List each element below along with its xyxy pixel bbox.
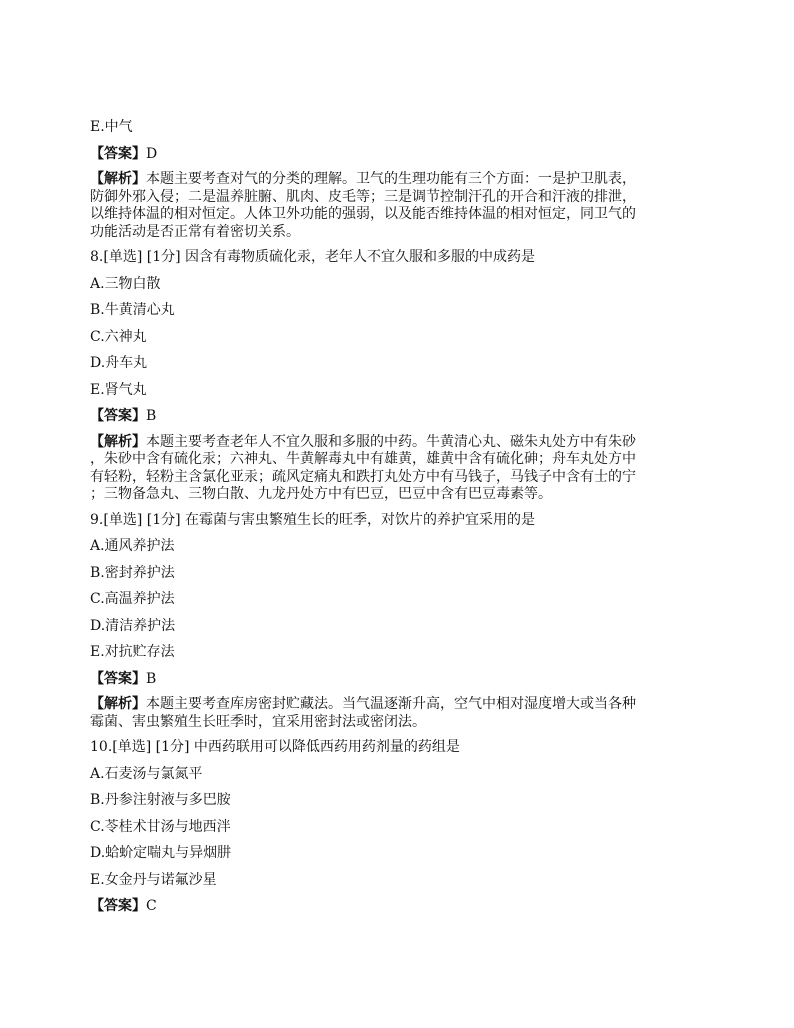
answer-line [90,897,710,915]
document-page [90,118,710,924]
answer-label: 【答案】 [90,408,146,424]
analysis-line: 以维持体温的相对恒定。人体卫外功能的强弱，以及能否维持体温的相对恒定，同卫气的 [90,206,636,222]
question-10: 10.[单选] [1分] 中西药联用可以降低西药用药剂量的药组是 [90,739,460,755]
answer-label: 【答案】 [90,670,146,687]
analysis-label: 【解析】 [90,433,146,450]
analysis-line [90,171,710,189]
option-e: E.对抗贮存法 [90,644,175,660]
option-e: E.肾气丸 [90,381,147,398]
analysis-line: ，朱砂中含有硫化汞；六神丸、牛黄解毒丸中有雄黄，雄黄中含有硫化砷；舟车丸处方中 [90,451,636,467]
option-a: A.通风养护法 [90,538,175,554]
option-c: C.六神丸 [90,328,147,345]
analysis-line [90,434,710,452]
analysis-line: 防御外邪入侵；二是温养脏腑、肌肉、皮毛等；三是调节控制汗孔的开合和汗液的排泄， [90,188,636,205]
analysis-text: 本题主要考查库房密封贮藏法。当气温逐渐升高，空气中相对湿度增大或当各种 [146,696,636,712]
answer-value: C [146,898,157,914]
option-b: B.密封养护法 [90,564,175,581]
option-d: D.清洁养护法 [90,617,176,634]
analysis-line: ；三物备急丸、三物白散、九龙丹处方中有巴豆，巴豆中含有巴豆毒素等。 [90,486,552,502]
analysis-block [90,171,710,241]
option-b: B.丹参注射液与多巴胺 [90,792,231,808]
answer-value: B [146,408,157,424]
analysis-block [90,434,710,504]
option-e: E.女金丹与诺氟沙星 [90,871,217,888]
answer-line [90,670,710,688]
analysis-text: 本题主要考查对气的分类的理解。卫气的生理功能有三个方面：一是护卫肌表， [146,171,636,187]
question-8: 8.[单选] [1分] 因含有毒物质硫化汞，老年人不宜久服和多服的中成药是 [90,249,536,265]
answer-label: 【答案】 [90,145,146,162]
option-d: D.蛤蚧定喘丸与异烟肼 [90,845,232,861]
analysis-line: 有轻粉，轻粉主含氯化亚汞；疏风定痛丸和跌打丸处方中有马钱子，马钱子中含有士的宁 [90,468,636,485]
option-b: B.牛黄清心丸 [90,302,175,318]
option-a: A.三物白散 [90,275,161,292]
answer-line [90,407,710,425]
analysis-line [90,696,710,714]
option-d: D.舟车丸 [90,355,148,371]
analysis-label: 【解析】 [90,171,146,187]
answer-value: B [146,670,157,687]
option-c: C.苓桂术甘汤与地西泮 [90,818,231,835]
option-a: A.石麦汤与氯氮平 [90,765,203,782]
analysis-line: 霉菌、害虫繁殖生长旺季时，宜采用密封法或密闭法。 [90,713,426,730]
option-c: C.高温养护法 [90,591,175,607]
answer-line [90,145,710,163]
answer-label: 【答案】 [90,898,146,914]
option-e: E.中气 [90,119,133,135]
analysis-text: 本题主要考查老年人不宜久服和多服的中药。牛黄清心丸、磁朱丸处方中有朱砂 [146,433,636,450]
question-9: 9.[单选] [1分] 在霉菌与害虫繁殖生长的旺季，对饮片的养护宜采用的是 [90,511,536,528]
analysis-label: 【解析】 [90,696,146,712]
analysis-line: 功能活动是否正常有着密切关系。 [90,223,300,240]
analysis-block [90,696,710,731]
answer-value: D [146,145,158,162]
